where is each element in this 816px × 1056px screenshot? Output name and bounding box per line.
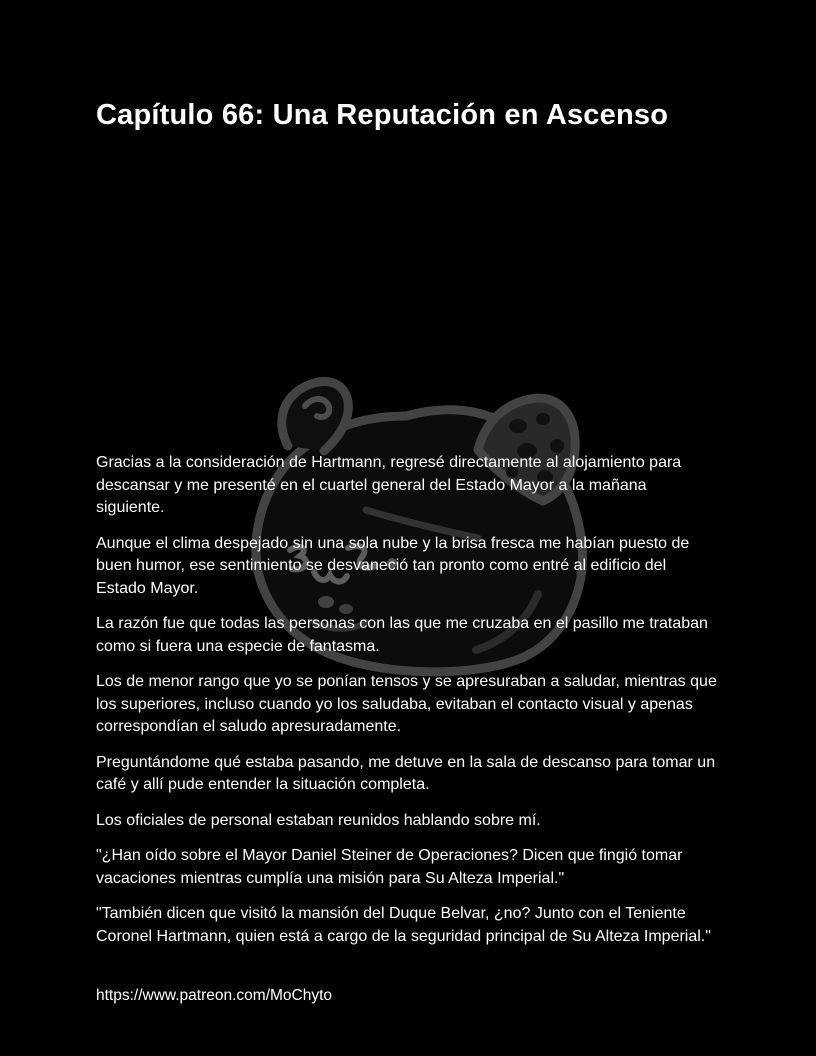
paragraph: Los oficiales de personal estaban reunidos hablando sobre mí. (96, 811, 541, 829)
paragraph: Gracias a la consideración de Hartmann, regresé directamente al alojamiento para descansar y me presenté en el cuartel general del Estado Mayor a la mañana siguiente. (96, 454, 682, 516)
paragraph: Aunque el clima despejado sin una sola nube y la brisa fresca me habían puesto de buen humor, ese sentimiento se desvaneció tan pronto como entré al edificio del Estado Mayor. (96, 534, 690, 597)
paragraph: La razón fue que todas las personas con las que me cruzaba en el pasillo me trataban como si fuera una especie de fantasma. (96, 615, 708, 655)
chapter-title: Capítulo 66: Una Reputación en Ascenso (96, 99, 669, 131)
paragraph: Preguntándome qué estaba pasando, me detuve en la sala de descanso para tomar un café y allí pude entender la situación completa. (96, 753, 716, 793)
chapter-body (96, 452, 718, 961)
paragraph: Los de menor rango que yo se ponían tensos y se apresuraban a saludar, mientras que los superiores, incluso cuando yo los saludaba, evitaban el contacto visual y apenas correspondían el saludo apresuradamente. (96, 673, 717, 735)
paragraph: "¿Han oído sobre el Mayor Daniel Steiner de Operaciones? Dicen que fingió tomar vacaciones mientras cumplía una misión para Su Alteza Imperial." (96, 847, 683, 887)
patreon-url: https://www.patreon.com/MoChyto (96, 987, 333, 1004)
paragraph: "También dicen que visitó la mansión del Duque Belvar, ¿no? Junto con el Teniente Coronel Hartmann, quien está a cargo de la seguridad principal de Su Alteza Imperial." (96, 905, 711, 945)
